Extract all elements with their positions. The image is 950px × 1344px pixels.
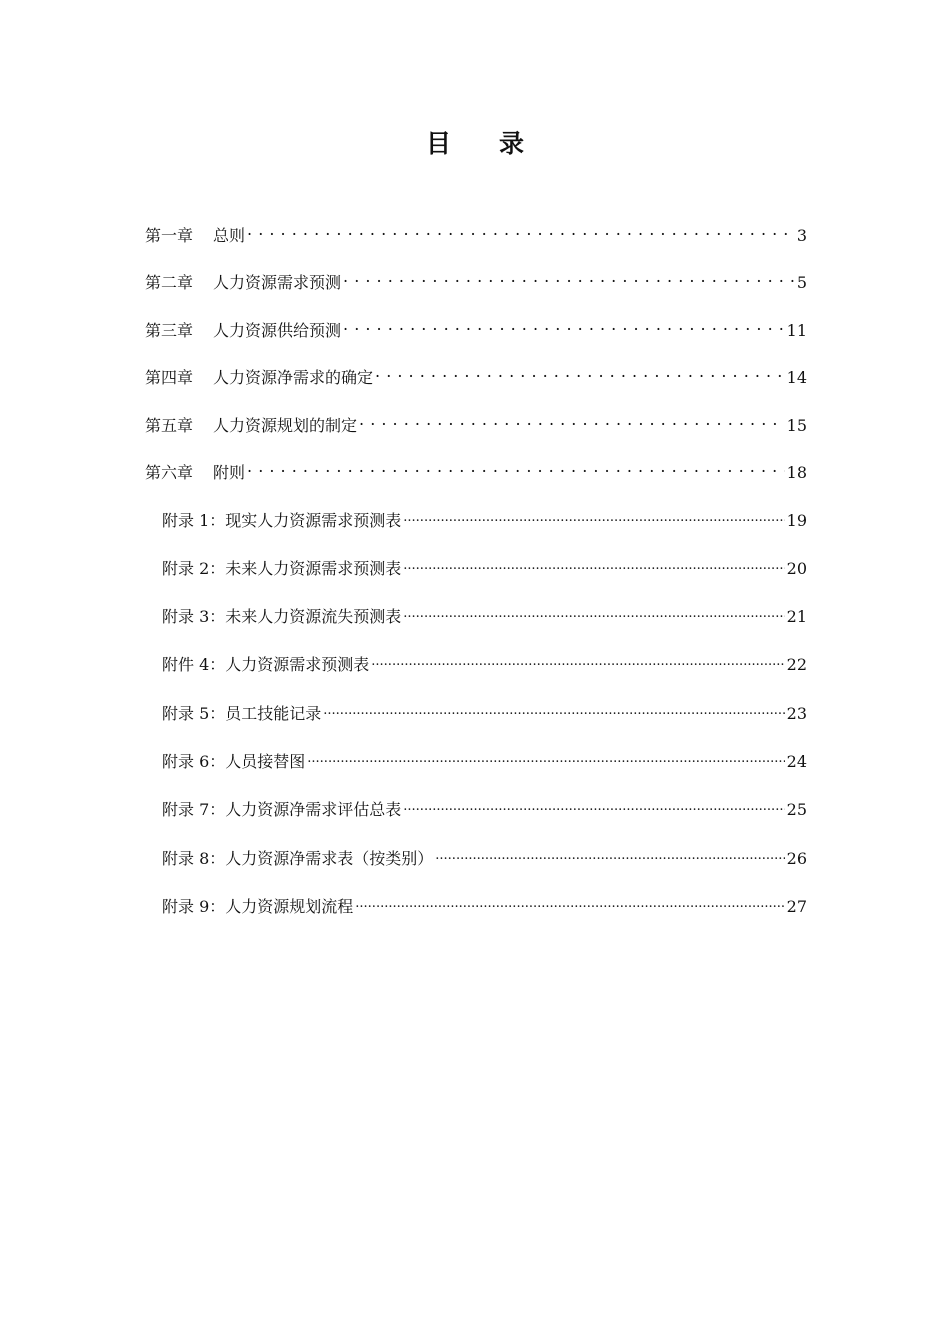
dot-leader <box>371 648 784 670</box>
toc-appendix-1[interactable] <box>162 504 807 532</box>
toc-chapter-1[interactable] <box>145 219 807 247</box>
page-number: 22 <box>786 655 807 674</box>
chapter-number: 第六章 <box>145 463 194 482</box>
toc-title <box>0 124 950 160</box>
dot-leader <box>343 314 785 336</box>
toc-chapter-3[interactable] <box>145 314 807 342</box>
toc-appendix-7[interactable] <box>162 793 807 821</box>
page-number: 15 <box>786 416 807 435</box>
dot-leader <box>355 890 784 912</box>
chapter-number: 第二章 <box>145 273 194 292</box>
toc-appendix-8[interactable] <box>162 842 807 870</box>
appendix-title: 附录 3：未来人力资源流失预测表 <box>162 607 402 626</box>
appendix-title: 附录 2：未来人力资源需求预测表 <box>162 559 402 578</box>
dot-leader <box>403 600 784 622</box>
dot-leader <box>323 697 784 719</box>
chapter-title: 人力资源规划的制定 <box>213 416 358 435</box>
toc-appendix-3[interactable] <box>162 600 807 628</box>
toc-appendix-6[interactable] <box>162 745 807 773</box>
toc-title-right: 录 <box>499 129 525 158</box>
appendix-title: 附录 8：人力资源净需求表（按类别） <box>162 849 434 868</box>
page-number: 14 <box>786 368 807 387</box>
toc-chapter-2[interactable] <box>145 266 807 294</box>
chapter-title: 人力资源需求预测 <box>213 273 342 292</box>
chapter-number: 第四章 <box>145 368 194 387</box>
page-number: 3 <box>796 226 807 245</box>
appendix-title: 附录 9：人力资源规划流程 <box>162 897 354 916</box>
page-number: 19 <box>786 511 807 530</box>
appendix-title: 附录 1：现实人力资源需求预测表 <box>162 511 402 530</box>
page-number: 5 <box>796 273 807 292</box>
toc-appendix-5[interactable] <box>162 697 807 725</box>
dot-leader <box>435 842 784 864</box>
page-number: 21 <box>786 607 807 626</box>
dot-leader <box>403 552 784 574</box>
dot-leader <box>359 409 785 431</box>
chapter-number: 第三章 <box>145 321 194 340</box>
chapter-number: 第一章 <box>145 226 194 245</box>
page-number: 23 <box>786 704 807 723</box>
appendix-title: 附录 7：人力资源净需求评估总表 <box>162 800 402 819</box>
page-number: 18 <box>786 463 807 482</box>
appendix-title: 附录 5：员工技能记录 <box>162 704 322 723</box>
page-number: 25 <box>786 800 807 819</box>
chapter-title: 人力资源净需求的确定 <box>213 368 374 387</box>
page-number: 26 <box>786 849 807 868</box>
dot-leader <box>375 361 785 383</box>
dot-leader <box>307 745 784 767</box>
dot-leader <box>247 456 785 478</box>
toc-chapter-6[interactable] <box>145 456 807 484</box>
toc-chapter-4[interactable] <box>145 361 807 389</box>
appendix-title: 附录 6：人员接替图 <box>162 752 306 771</box>
toc-chapter-5[interactable] <box>145 409 807 437</box>
toc-appendix-9[interactable] <box>162 890 807 918</box>
page-number: 24 <box>786 752 807 771</box>
toc-appendix-4[interactable] <box>162 648 807 676</box>
page-number: 27 <box>786 897 807 916</box>
toc-title-left: 目 <box>425 129 451 158</box>
chapter-title: 总则 <box>213 226 246 245</box>
chapter-title: 人力资源供给预测 <box>213 321 342 340</box>
page-number: 11 <box>786 321 807 340</box>
chapter-number: 第五章 <box>145 416 194 435</box>
dot-leader <box>403 504 784 526</box>
dot-leader <box>247 219 795 241</box>
dot-leader <box>403 793 784 815</box>
toc-appendix-2[interactable] <box>162 552 807 580</box>
page-number: 20 <box>786 559 807 578</box>
chapter-title: 附则 <box>213 463 246 482</box>
appendix-title: 附件 4：人力资源需求预测表 <box>162 655 370 674</box>
dot-leader <box>343 266 795 288</box>
